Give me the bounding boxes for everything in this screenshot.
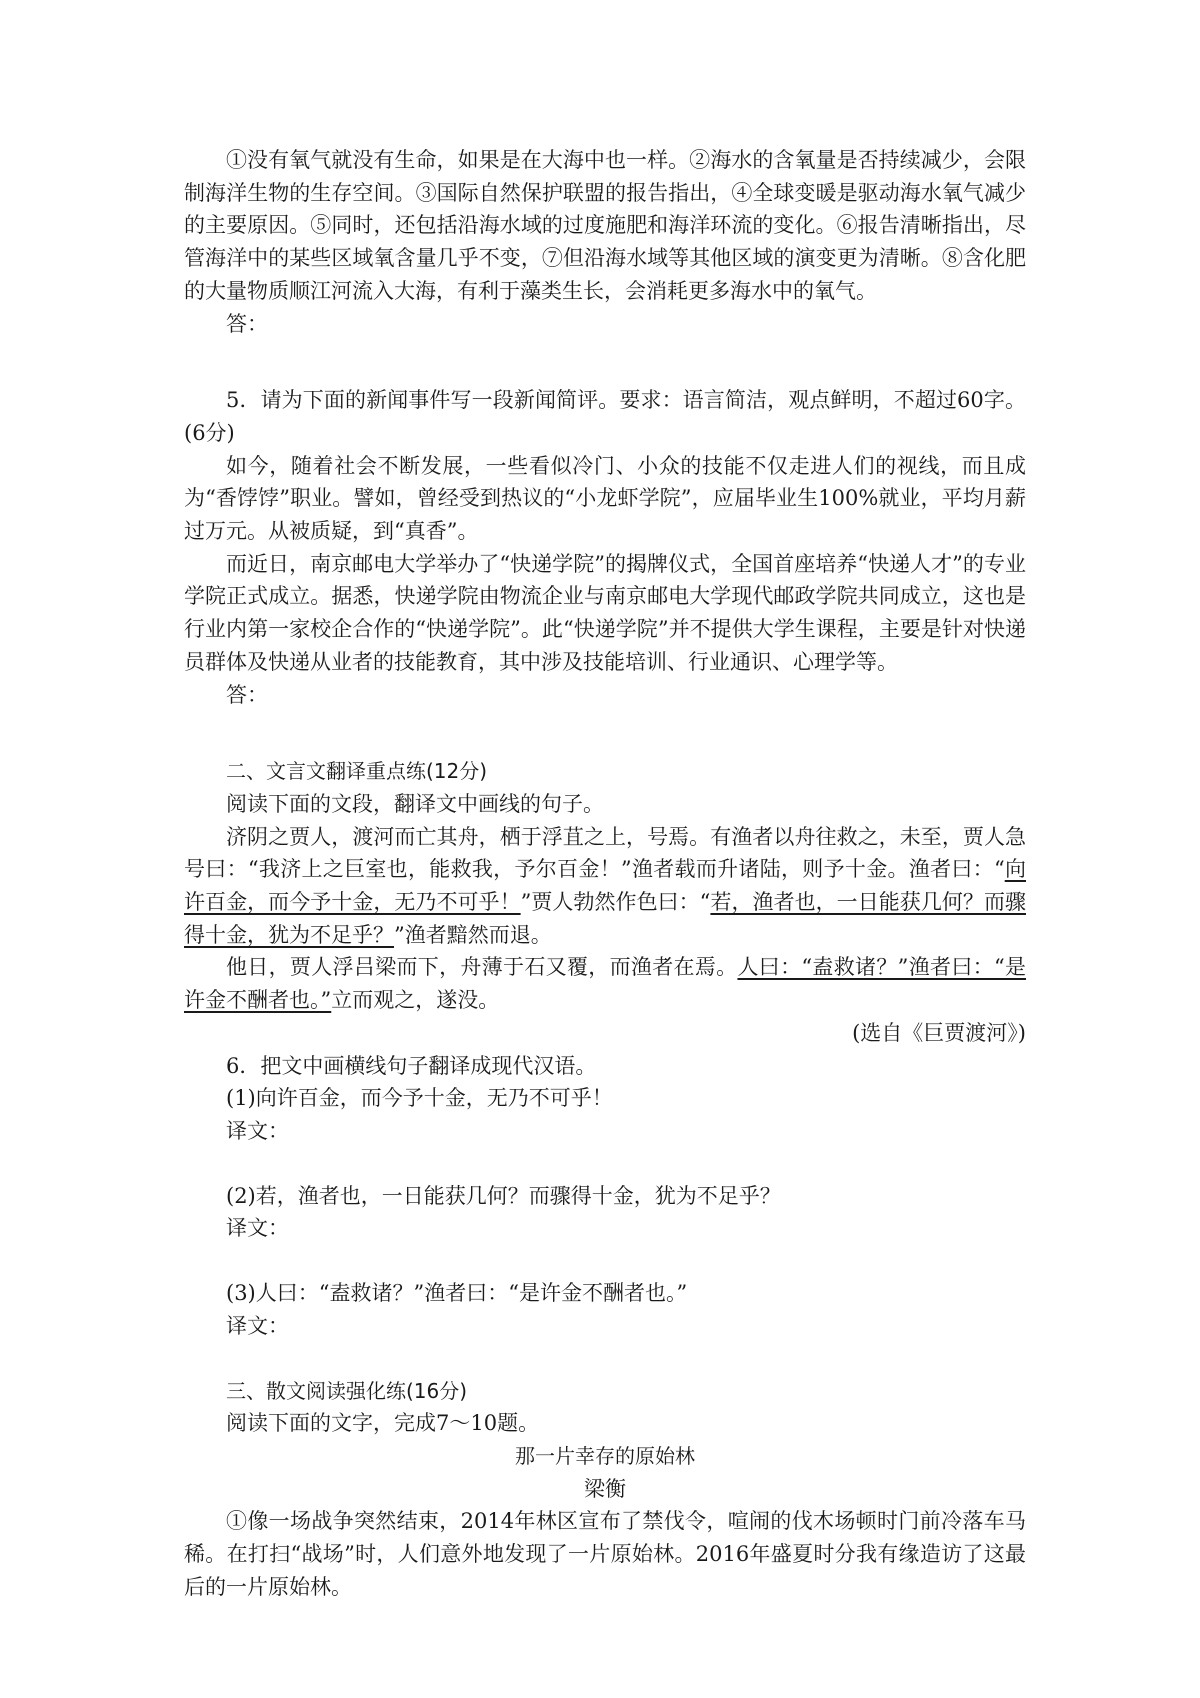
translation-label: 译文： <box>226 1313 289 1338</box>
classical-paragraph-2: 他日，贾人浮吕梁而下，舟薄于石又覆，而渔者在焉。人曰：“盍救诸？”渔者曰：“是许金不酬者也。”立而观之，遂没。 <box>184 955 1027 1013</box>
essay-title: 那一片幸存的原始林 <box>515 1443 695 1468</box>
source-citation: (选自《巨贾渡河》) <box>852 1020 1026 1045</box>
answer-space <box>184 1148 1026 1180</box>
answer-space <box>184 1343 1026 1375</box>
essay-paragraph-1: ①像一场战争突然结束，2014年林区宣布了禁伐令，喧闹的伐木场顿时门前冷落车马稀。在打扫“战场”时，人们意外地发现了一片原始林。2016年盛夏时分我有缘造访了这最后的一片原始林。 <box>184 1509 1026 1599</box>
translation-label: 译文： <box>226 1118 289 1143</box>
answer-space <box>184 711 1026 755</box>
essay-author: 梁衡 <box>584 1476 626 1501</box>
news-paragraph-1: 如今，随着社会不断发展，一些看似冷门、小众的技能不仅走进人们的视线，而且成为“香饽饽”职业。譬如，曾经受到热议的“小龙虾学院”，应届毕业生100%就业，平均月薪过万元。从被质疑，到“真香”。 <box>184 453 1026 544</box>
classical-paragraph-1: 济阴之贾人，渡河而亡其舟，栖于浮苴之上，号焉。有渔者以舟往救之，未至，贾人急号曰：“我济上之巨室也，能救我，予尔百金！”渔者载而升诸陆，则予十金。渔者曰：“向许百金，而今予十金，无乃不可乎！”贾人勃然作色曰：“若，渔者也，一日能获几何？而骤得十金，犹为不足乎？”渔者黯然而退。 <box>184 824 1026 947</box>
answer-label: 答： <box>226 682 268 707</box>
section-3-instruction: 阅读下面的文字，完成7～10题。 <box>226 1411 540 1436</box>
section-2-instruction: 阅读下面的文段，翻译文中画线的句子。 <box>226 791 604 816</box>
answer-label: 答： <box>226 311 268 336</box>
sentence-2: (2)若，渔者也，一日能获几何？而骤得十金，犹为不足乎？ <box>226 1183 781 1208</box>
underlined-sentence-1: 向许百金，而今予十金，无乃不可乎！ <box>184 857 1026 915</box>
question-6-prompt: 6．把文中画横线句子翻译成现代汉语。 <box>226 1053 597 1078</box>
passage-oxygen: ①没有氧气就没有生命，如果是在大海中也一样。②海水的含氧量是否持续减少，会限制海洋生物的生存空间。③国际自然保护联盟的报告指出，④全球变暖是驱动海水氧气减少的主要原因。⑤同时，还包括沿海水域的过度施肥和海洋环流的变化。⑥报告清晰指出，尽管海洋中的某些区域氧含量几乎不变，⑦但沿海水域等其他区域的演变更为清晰。⑧含化肥的大量物质顺江河流入大海，有利于藻类生长，会消耗更多海水中的氧气。 <box>184 148 1026 303</box>
section-3-heading: 三、散文阅读强化练(16分) <box>226 1378 468 1403</box>
news-paragraph-2: 而近日，南京邮电大学举办了“快递学院”的揭牌仪式，全国首座培养“快递人才”的专业学院正式成立。据悉，快递学院由物流企业与南京邮电大学现代邮政学院共同成立，这也是行业内第一家校企合作的“快递学院”。此“快递学院”并不提供大学生课程，主要是针对快递员群体及快递从业者的技能教育，其中涉及技能培训、行业通识、心理学等。 <box>184 551 1026 674</box>
answer-space <box>184 340 1026 384</box>
answer-space <box>184 1245 1026 1277</box>
question-5-prompt: 5．请为下面的新闻事件写一段新闻简评。要求：语言简洁，观点鲜明，不超过60字。(6分) <box>184 388 1026 445</box>
section-2-heading: 二、文言文翻译重点练(12分) <box>226 759 488 784</box>
translation-label: 译文： <box>226 1216 289 1241</box>
document-page <box>184 144 1026 1603</box>
sentence-1: (1)向许百金，而今予十金，无乃不可乎！ <box>226 1086 613 1111</box>
sentence-3: (3)人曰：“盍救诸？”渔者曰：“是许金不酬者也。” <box>226 1281 688 1306</box>
underlined-sentence-3: 人曰：“盍救诸？”渔者曰：“是许金不酬者也。” <box>184 955 1027 1013</box>
underlined-sentence-2: 若，渔者也，一日能获几何？而骤得十金，犹为不足乎？ <box>184 890 1026 947</box>
